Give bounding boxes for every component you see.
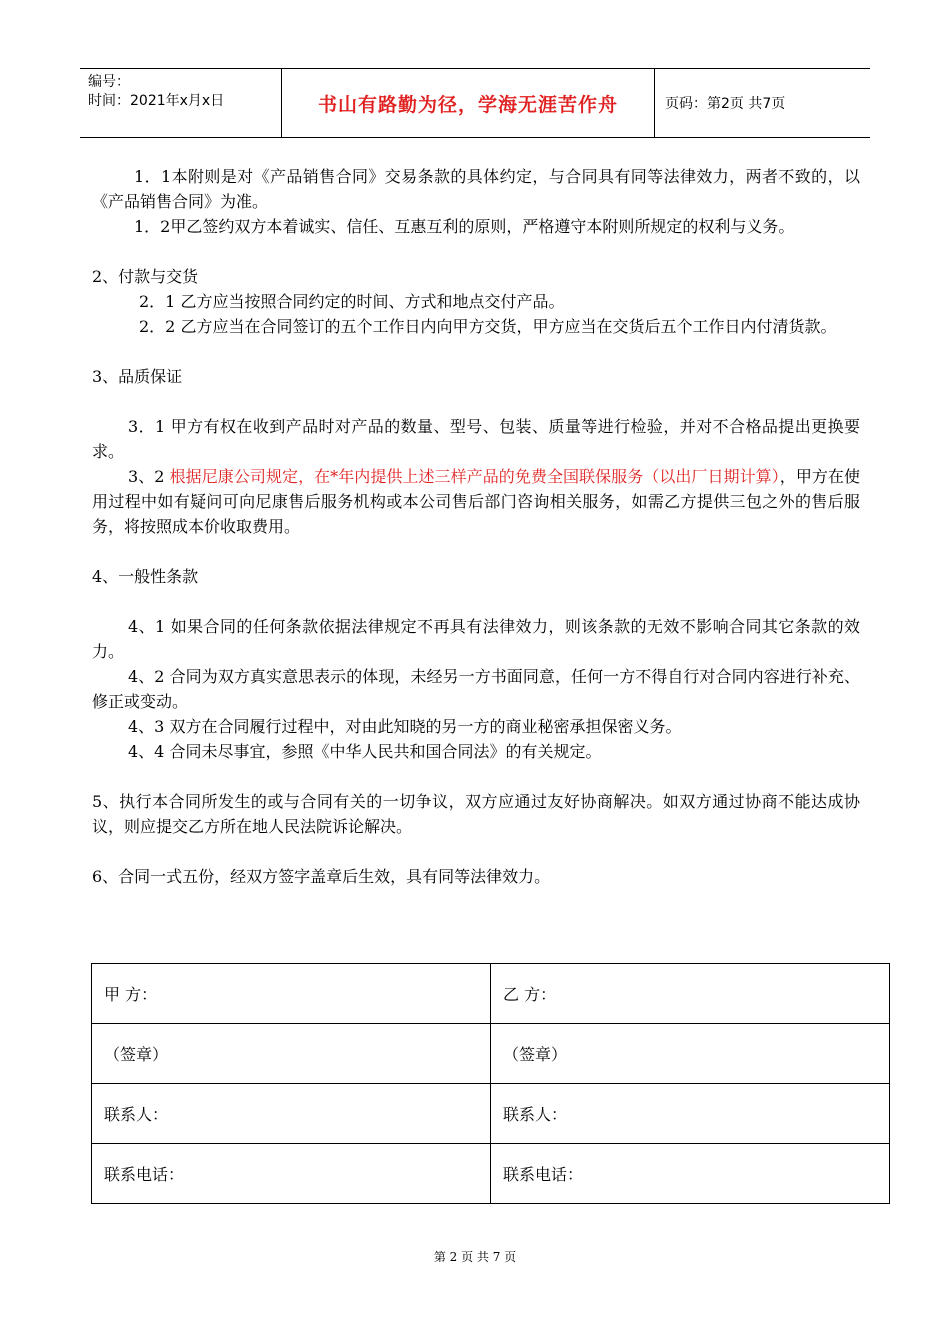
- clause-3-2-highlight: 根据尼康公司规定，在*年内提供上述三样产品的免费全国联保服务（以出厂日期计算）: [169, 467, 780, 486]
- party-b-seal: （签章）: [491, 1024, 890, 1084]
- table-row: [92, 1144, 890, 1204]
- party-b-phone: 联系电话：: [491, 1144, 890, 1204]
- document-time: 时间：2021年x月x日: [88, 93, 225, 109]
- party-a-contact: 联系人：: [92, 1084, 491, 1144]
- party-a-phone: 联系电话：: [92, 1144, 491, 1204]
- table-row: [92, 1084, 890, 1144]
- section-heading-4: 4、一般性条款: [92, 567, 199, 586]
- clause-4-3: 4、3 双方在合同履行过程中，对由此知晓的另一方的商业秘密承担保密义务。: [128, 717, 682, 736]
- section-heading-2: 2、付款与交货: [92, 267, 199, 286]
- clause-1-1: 1．1本附则是对《产品销售合同》交易条款的具体约定，与合同具有同等法律效力，两者不致的，以《产品销售合同》为准。: [92, 167, 860, 211]
- header-page-info: 页码：第2页 共7页: [665, 96, 786, 112]
- clause-4-2: 4、2 合同为双方真实意思表示的体现，未经另一方书面同意，任何一方不得自行对合同内容进行补充、修正或变动。: [92, 667, 860, 711]
- header-motto: 书山有路勤为径，学海无涯苦作舟: [282, 69, 655, 137]
- clause-3-1: 3．1 甲方有权在收到产品时对产品的数量、型号、包装、质量等进行检验，并对不合格品提出更换要求。: [92, 417, 860, 461]
- page-header: [80, 68, 870, 138]
- clause-3-2: [92, 464, 860, 539]
- page-footer: 第 2 页 共 7 页: [433, 1250, 517, 1264]
- section-heading-3: 3、品质保证: [92, 367, 183, 386]
- signature-table: [91, 963, 890, 1204]
- document-code: 编号：: [88, 74, 130, 90]
- clause-2-1: 2．1 乙方应当按照合同约定的时间、方式和地点交付产品。: [139, 292, 565, 311]
- clause-1-2: 1．2甲乙签约双方本着诚实、信任、互惠互利的原则，严格遵守本附则所规定的权利与义务。: [134, 217, 795, 236]
- document-body: [92, 164, 860, 889]
- clause-5: 5、执行本合同所发生的或与合同有关的一切争议，双方应通过友好协商解决。如双方通过协商不能达成协议，则应提交乙方所在地人民法院诉论解决。: [92, 792, 860, 836]
- clause-3-2-text: ，甲方在使用过程中如有疑问可向尼康售后服务机构或本公司售后部门咨询相关服务，如需乙方提供三包之外的售后服务，将按照成本价收取费用。: [92, 467, 860, 536]
- clause-6: 6、合同一式五份，经双方签字盖章后生效，具有同等法律效力。: [92, 867, 551, 886]
- clause-2-2: 2．2 乙方应当在合同签订的五个工作日内向甲方交货，甲方应当在交货后五个工作日内付清货款。: [139, 317, 837, 336]
- header-meta: [80, 69, 282, 137]
- table-row: [92, 1024, 890, 1084]
- party-b-label: 乙 方：: [491, 964, 890, 1024]
- clause-4-4: 4、4 合同未尽事宜，参照《中华人民共和国合同法》的有关规定。: [128, 742, 602, 761]
- party-a-label: 甲 方：: [92, 964, 491, 1024]
- clause-3-2-number: 3、2: [128, 467, 170, 486]
- party-a-seal: （签章）: [92, 1024, 491, 1084]
- table-row: [92, 964, 890, 1024]
- clause-4-1: 4、1 如果合同的任何条款依据法律规定不再具有法律效力，则该条款的无效不影响合同其它条款的效力。: [92, 617, 860, 661]
- party-b-contact: 联系人：: [491, 1084, 890, 1144]
